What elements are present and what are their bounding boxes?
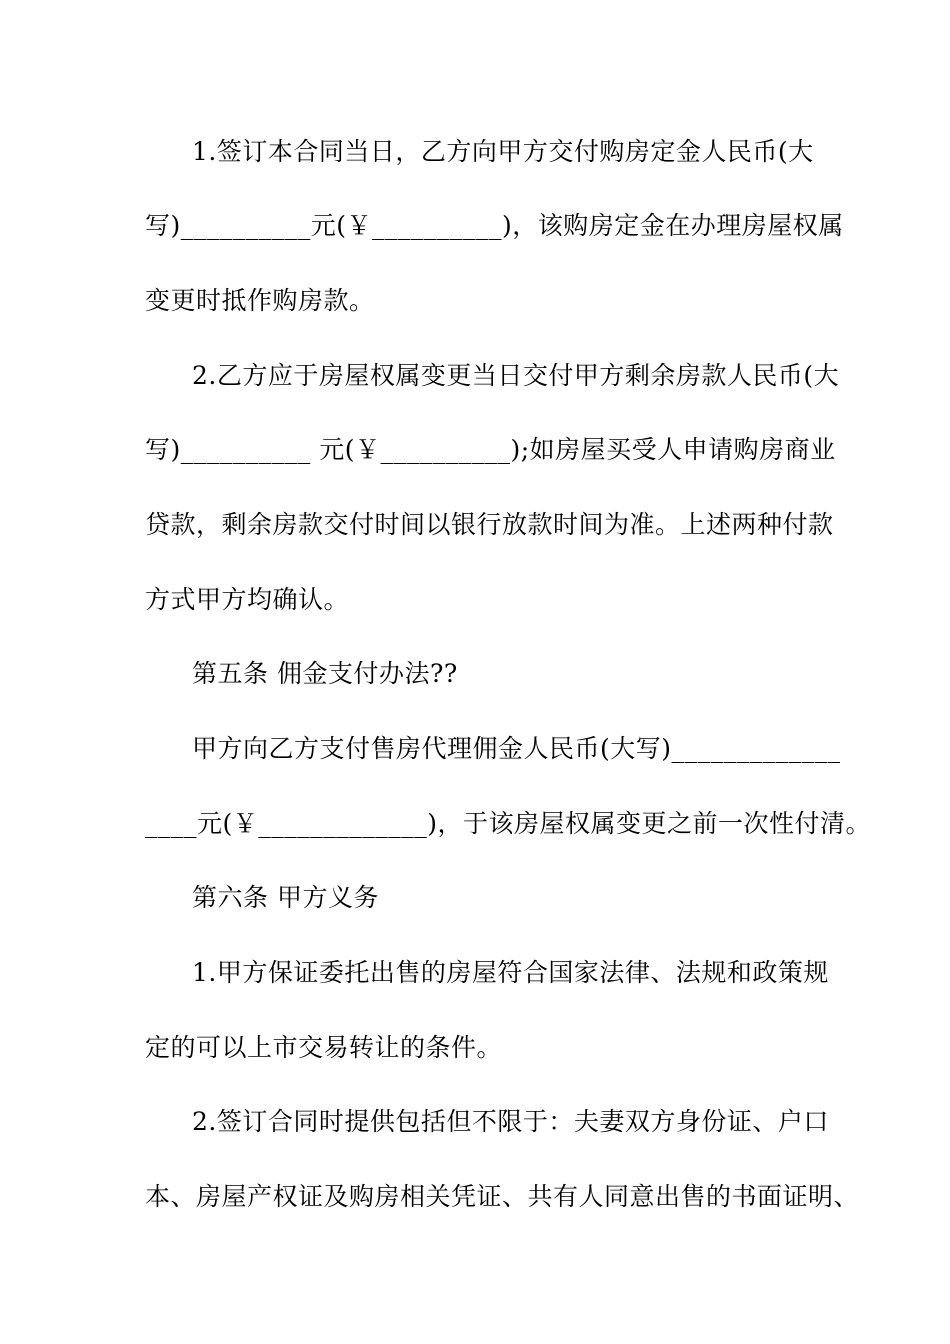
section-heading: 第五条 佣金支付办法?? [192,659,458,688]
text-line: 变更时抵作购房款。 [145,286,375,315]
text-line: 2.乙方应于房屋权属变更当日交付甲方剩余房款人民币(大 [192,361,840,390]
section-heading: 第六条 甲方义务 [192,883,379,912]
text-line: 定的可以上市交易转让的条件。 [145,1033,503,1062]
text-line: 2.签订合同时提供包括但不限于：夫妻双方身份证、户口 [192,1107,829,1136]
text-line: 方式甲方均确认。 [145,585,350,614]
text-line: 1.签订本合同当日，乙方向甲方交付购房定金人民币(大 [192,137,814,166]
text-line: 甲方向乙方支付售房代理佣金人民币(大写)_____________ [192,734,841,763]
text-line: 写)__________ 元(￥__________);如房屋买受人申请购房商业 [145,435,836,464]
text-line: ____元(￥_____________)，于该房屋权属变更之前一次性付清。 [145,809,872,838]
text-line: 贷款，剩余房款交付时间以银行放款时间为准。上述两种付款 [145,510,834,539]
text-line: 本、房屋产权证及购房相关凭证、共有人同意出售的书面证明、 [145,1182,860,1211]
text-line: 1.甲方保证委托出售的房屋符合国家法律、法规和政策规 [192,958,829,987]
text-line: 写)__________元(￥__________)，该购房定金在办理房屋权属 [145,211,844,240]
